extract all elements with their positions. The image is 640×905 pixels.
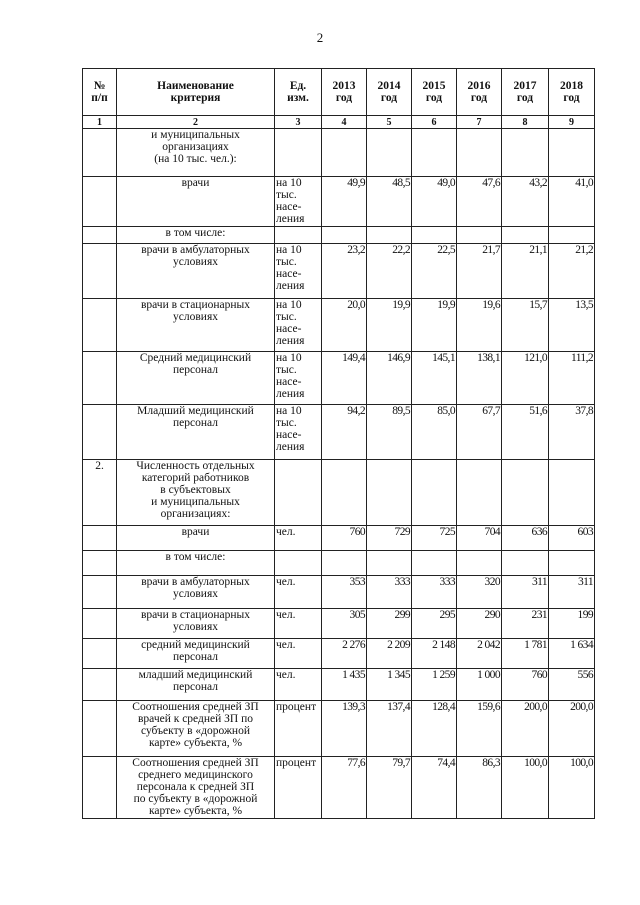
row-number: 2. — [83, 460, 117, 526]
year-value: 21,2 — [549, 244, 595, 299]
unit-cell — [275, 551, 322, 576]
unit-cell — [275, 460, 322, 526]
year-value — [502, 227, 549, 244]
year-value: 295 — [412, 609, 457, 639]
year-value: 2 042 — [457, 639, 502, 669]
table-row — [83, 757, 595, 819]
year-value: 19,9 — [367, 299, 412, 352]
unit-cell: чел. — [275, 576, 322, 609]
table-row — [83, 669, 595, 701]
criterion-name: Соотношения средней ЗП среднего медицинского персонала к средней ЗП по субъекту в «дорожной карте» субъекта, % — [117, 757, 275, 819]
column-index: 9 — [549, 116, 595, 129]
year-value: 290 — [457, 609, 502, 639]
table-row — [83, 609, 595, 639]
unit-cell: на 10 тыс. насе- ления — [275, 299, 322, 352]
year-value: 299 — [367, 609, 412, 639]
year-value: 74,4 — [412, 757, 457, 819]
header-row — [83, 69, 595, 116]
year-value: 1 634 — [549, 639, 595, 669]
year-value: 47,6 — [457, 177, 502, 227]
table-row — [83, 299, 595, 352]
column-index: 5 — [367, 116, 412, 129]
unit-cell: чел. — [275, 669, 322, 701]
year-value: 1 000 — [457, 669, 502, 701]
year-value — [367, 129, 412, 177]
criterion-name: младший медицинский персонал — [117, 669, 275, 701]
unit-cell: на 10 тыс. насе- ления — [275, 352, 322, 405]
year-value: 636 — [502, 526, 549, 551]
column-header: Наименование критерия — [117, 69, 275, 116]
unit-cell: чел. — [275, 526, 322, 551]
row-number — [83, 129, 117, 177]
column-index: 7 — [457, 116, 502, 129]
year-value: 100,0 — [502, 757, 549, 819]
row-number — [83, 639, 117, 669]
year-value — [457, 227, 502, 244]
column-header: 2014 год — [367, 69, 412, 116]
row-number — [83, 177, 117, 227]
year-value: 556 — [549, 669, 595, 701]
row-number — [83, 669, 117, 701]
year-value: 146,9 — [367, 352, 412, 405]
row-number — [83, 244, 117, 299]
year-value: 149,4 — [322, 352, 367, 405]
year-value: 48,5 — [367, 177, 412, 227]
year-value — [412, 227, 457, 244]
year-value: 85,0 — [412, 405, 457, 460]
year-value: 725 — [412, 526, 457, 551]
year-value: 41,0 — [549, 177, 595, 227]
year-value — [367, 460, 412, 526]
unit-cell — [275, 129, 322, 177]
criterion-name: врачи — [117, 526, 275, 551]
year-value — [549, 551, 595, 576]
table-row — [83, 129, 595, 177]
year-value: 67,7 — [457, 405, 502, 460]
year-value: 86,3 — [457, 757, 502, 819]
column-index: 6 — [412, 116, 457, 129]
year-value — [549, 460, 595, 526]
year-value: 49,0 — [412, 177, 457, 227]
criterion-name: врачи — [117, 177, 275, 227]
year-value: 1 435 — [322, 669, 367, 701]
year-value — [367, 551, 412, 576]
criterion-name: Младший медицинский персонал — [117, 405, 275, 460]
year-value: 89,5 — [367, 405, 412, 460]
row-number — [83, 757, 117, 819]
year-value: 1 781 — [502, 639, 549, 669]
year-value: 2 148 — [412, 639, 457, 669]
year-value — [412, 460, 457, 526]
year-value: 333 — [367, 576, 412, 609]
column-header: № п/п — [83, 69, 117, 116]
criterion-name: Численность отдельных категорий работников в субъектовых и муниципальных организациях: — [117, 460, 275, 526]
row-number — [83, 576, 117, 609]
criterion-name: в том числе: — [117, 551, 275, 576]
row-number — [83, 526, 117, 551]
year-value: 94,2 — [322, 405, 367, 460]
year-value: 23,2 — [322, 244, 367, 299]
year-value: 15,7 — [502, 299, 549, 352]
year-value: 43,2 — [502, 177, 549, 227]
year-value: 320 — [457, 576, 502, 609]
year-value: 138,1 — [457, 352, 502, 405]
index-row — [83, 116, 595, 129]
year-value: 200,0 — [502, 701, 549, 757]
year-value — [502, 129, 549, 177]
criterion-name: средний медицинский персонал — [117, 639, 275, 669]
table-row — [83, 244, 595, 299]
table-row — [83, 526, 595, 551]
unit-cell: процент — [275, 757, 322, 819]
year-value — [457, 460, 502, 526]
page-number: 2 — [316, 30, 324, 45]
year-value: 49,9 — [322, 177, 367, 227]
column-header: 2017 год — [502, 69, 549, 116]
year-value: 22,2 — [367, 244, 412, 299]
criterion-name: врачи в стационарных условиях — [117, 609, 275, 639]
row-number — [83, 352, 117, 405]
year-value — [549, 227, 595, 244]
year-value: 159,6 — [457, 701, 502, 757]
year-value: 231 — [502, 609, 549, 639]
year-value — [322, 129, 367, 177]
year-value: 37,8 — [549, 405, 595, 460]
year-value: 139,3 — [322, 701, 367, 757]
year-value: 200,0 — [549, 701, 595, 757]
year-value: 20,0 — [322, 299, 367, 352]
year-value: 311 — [502, 576, 549, 609]
year-value: 760 — [322, 526, 367, 551]
year-value — [412, 129, 457, 177]
year-value: 79,7 — [367, 757, 412, 819]
year-value: 121,0 — [502, 352, 549, 405]
year-value — [322, 460, 367, 526]
year-value: 2 209 — [367, 639, 412, 669]
year-value: 22,5 — [412, 244, 457, 299]
year-value: 77,6 — [322, 757, 367, 819]
row-number — [83, 405, 117, 460]
criteria-table — [82, 68, 595, 819]
table-row — [83, 460, 595, 526]
year-value: 199 — [549, 609, 595, 639]
row-number — [83, 609, 117, 639]
table-row — [83, 639, 595, 669]
year-value: 111,2 — [549, 352, 595, 405]
year-value — [322, 227, 367, 244]
table-body — [83, 129, 595, 819]
row-number — [83, 551, 117, 576]
year-value: 19,6 — [457, 299, 502, 352]
criterion-name: и муниципальных организациях (на 10 тыс. чел.): — [117, 129, 275, 177]
unit-cell: на 10 тыс. насе- ления — [275, 405, 322, 460]
column-header: Ед. изм. — [275, 69, 322, 116]
year-value: 1 259 — [412, 669, 457, 701]
column-index: 2 — [117, 116, 275, 129]
column-index: 4 — [322, 116, 367, 129]
year-value — [322, 551, 367, 576]
column-index: 3 — [275, 116, 322, 129]
year-value: 137,4 — [367, 701, 412, 757]
row-number — [83, 299, 117, 352]
unit-cell — [275, 227, 322, 244]
table-row — [83, 177, 595, 227]
year-value — [457, 551, 502, 576]
year-value — [412, 551, 457, 576]
year-value: 2 276 — [322, 639, 367, 669]
criterion-name: врачи в амбулаторных условиях — [117, 244, 275, 299]
year-value: 19,9 — [412, 299, 457, 352]
year-value: 51,6 — [502, 405, 549, 460]
year-value: 1 345 — [367, 669, 412, 701]
year-value — [549, 129, 595, 177]
year-value: 333 — [412, 576, 457, 609]
year-value: 21,1 — [502, 244, 549, 299]
criterion-name: врачи в амбулаторных условиях — [117, 576, 275, 609]
row-number — [83, 701, 117, 757]
year-value: 100,0 — [549, 757, 595, 819]
year-value: 128,4 — [412, 701, 457, 757]
year-value: 353 — [322, 576, 367, 609]
column-header: 2018 год — [549, 69, 595, 116]
column-header: 2016 год — [457, 69, 502, 116]
year-value: 603 — [549, 526, 595, 551]
year-value: 311 — [549, 576, 595, 609]
unit-cell: чел. — [275, 609, 322, 639]
column-header: 2015 год — [412, 69, 457, 116]
table-row — [83, 701, 595, 757]
year-value — [367, 227, 412, 244]
year-value — [502, 551, 549, 576]
column-index: 1 — [83, 116, 117, 129]
year-value — [502, 460, 549, 526]
column-header: 2013 год — [322, 69, 367, 116]
criterion-name: Средний медицинский персонал — [117, 352, 275, 405]
criterion-name: Соотношения средней ЗП врачей к средней ЗП по субъекту в «дорожной карте» субъекта, % — [117, 701, 275, 757]
table-row — [83, 551, 595, 576]
year-value: 21,7 — [457, 244, 502, 299]
unit-cell: чел. — [275, 639, 322, 669]
row-number — [83, 227, 117, 244]
year-value: 145,1 — [412, 352, 457, 405]
column-index: 8 — [502, 116, 549, 129]
table-row — [83, 227, 595, 244]
year-value: 729 — [367, 526, 412, 551]
table-row — [83, 352, 595, 405]
unit-cell: на 10 тыс. насе- ления — [275, 177, 322, 227]
year-value: 704 — [457, 526, 502, 551]
year-value: 13,5 — [549, 299, 595, 352]
criterion-name: врачи в стационарных условиях — [117, 299, 275, 352]
year-value — [457, 129, 502, 177]
unit-cell: на 10 тыс. насе- ления — [275, 244, 322, 299]
unit-cell: процент — [275, 701, 322, 757]
table-row — [83, 576, 595, 609]
table-row — [83, 405, 595, 460]
year-value: 760 — [502, 669, 549, 701]
year-value: 305 — [322, 609, 367, 639]
criterion-name: в том числе: — [117, 227, 275, 244]
